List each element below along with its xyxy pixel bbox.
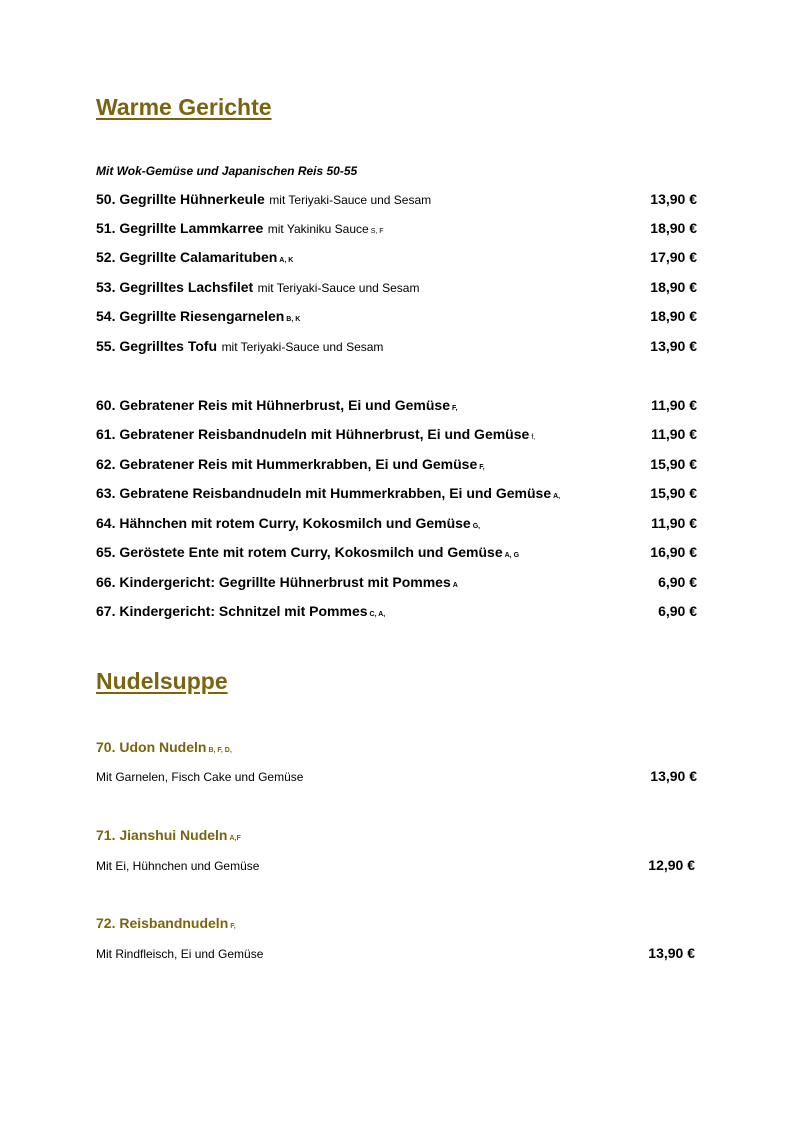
soup-desc: Mit Rindfleisch, Ei und Gemüse <box>96 947 264 961</box>
soup-row <box>96 857 695 873</box>
item-name: 66. Kindergericht: Gegrillte Hühnerbrust mit Pommes <box>96 574 451 590</box>
menu-item <box>96 426 697 446</box>
soup-title <box>96 827 241 843</box>
item-allergens: A, <box>553 493 561 500</box>
heading-warme-gerichte: Warme Gerichte <box>96 94 272 120</box>
menu-item <box>96 485 697 505</box>
item-price: 18,90 € <box>650 220 697 236</box>
item-price: 11,90 € <box>651 515 697 531</box>
menu-item <box>96 308 697 328</box>
item-desc: mit Teriyaki-Sauce und Sesam <box>269 193 432 207</box>
item-price: 18,90 € <box>650 308 697 324</box>
item-name: 63. Gebratene Reisbandnudeln mit Hummerkrabben, Ei und Gemüse <box>96 485 552 501</box>
menu-item <box>96 279 697 299</box>
item-price: 13,90 € <box>650 191 697 207</box>
item-name: 54. Gegrillte Riesengarnelen <box>96 308 285 324</box>
item-allergens: f, <box>531 434 536 441</box>
item-allergens: F, <box>451 405 458 412</box>
soup-name: 71. Jianshui Nudeln <box>96 827 228 843</box>
item-allergens: A, G <box>504 552 520 559</box>
menu-item <box>96 338 697 358</box>
item-allergens: B, K <box>286 316 301 323</box>
item-desc: mit Teriyaki-Sauce und Sesam <box>221 340 384 354</box>
soup-allergens: F, <box>230 923 236 930</box>
item-allergens: F, <box>479 464 485 471</box>
item-price: 17,90 € <box>650 249 697 265</box>
item-price: 13,90 € <box>650 338 697 354</box>
menu-item <box>96 603 697 623</box>
menu-item <box>96 249 697 269</box>
item-name: 55. Gegrilltes Tofu <box>96 338 218 354</box>
item-name: 60. Gebratener Reis mit Hühnerbrust, Ei und Gemüse <box>96 397 450 413</box>
item-price: 16,90 € <box>650 544 697 560</box>
soup-desc: Mit Garnelen, Fisch Cake und Gemüse <box>96 770 304 784</box>
item-allergens: S, F <box>370 228 384 235</box>
soup-name: 70. Udon Nudeln <box>96 739 207 755</box>
soup-price: 13,90 € <box>648 945 695 961</box>
item-name: 51. Gegrillte Lammkarree <box>96 220 264 236</box>
item-price: 18,90 € <box>650 279 697 295</box>
item-name: 62. Gebratener Reis mit Hummerkrabben, Ei und Gemüse <box>96 456 478 472</box>
item-desc: mit Teriyaki-Sauce und Sesam <box>257 281 420 295</box>
heading-nudelsuppe: Nudelsuppe <box>96 668 228 694</box>
menu-item <box>96 515 697 535</box>
item-price: 15,90 € <box>650 456 697 472</box>
item-price: 15,90 € <box>650 485 697 501</box>
menu-item <box>96 191 697 211</box>
item-allergens: G, <box>472 523 481 530</box>
menu-item <box>96 574 697 594</box>
menu-item <box>96 456 697 476</box>
item-name: 50. Gegrillte Hühnerkeule <box>96 191 265 207</box>
soup-allergens: B, F, D, <box>208 747 232 754</box>
soup-desc: Mit Ei, Hühnchen und Gemüse <box>96 859 260 873</box>
soup-row <box>96 945 695 961</box>
item-name: 65. Geröstete Ente mit rotem Curry, Kokosmilch und Gemüse <box>96 544 503 560</box>
menu-item <box>96 220 697 240</box>
soup-price: 13,90 € <box>650 768 697 784</box>
item-desc: mit Yakiniku Sauce <box>267 222 369 236</box>
soup-allergens: A,F <box>229 835 241 842</box>
item-name: 61. Gebratener Reisbandnudeln mit Hühnerbrust, Ei und Gemüse <box>96 426 530 442</box>
soup-price: 12,90 € <box>648 857 695 873</box>
item-name: 52. Gegrillte Calamarituben <box>96 249 278 265</box>
menu-item <box>96 544 697 564</box>
soup-row <box>96 768 697 784</box>
item-price: 11,90 € <box>651 397 697 413</box>
menu-item <box>96 397 697 417</box>
item-name: 64. Hähnchen mit rotem Curry, Kokosmilch und Gemüse <box>96 515 471 531</box>
soup-title <box>96 915 236 931</box>
item-allergens: C, A, <box>369 611 386 618</box>
soup-title <box>96 739 232 755</box>
item-price: 6,90 € <box>658 603 697 619</box>
item-price: 11,90 € <box>651 426 697 442</box>
intro-wok: Mit Wok-Gemüse und Japanischen Reis 50-55 <box>96 164 358 178</box>
item-allergens: A, K <box>279 257 294 264</box>
soup-name: 72. Reisbandnudeln <box>96 915 229 931</box>
item-price: 6,90 € <box>658 574 697 590</box>
item-name: 53. Gegrilltes Lachsfilet <box>96 279 254 295</box>
item-name: 67. Kindergericht: Schnitzel mit Pommes <box>96 603 368 619</box>
item-allergens: A <box>452 582 458 589</box>
